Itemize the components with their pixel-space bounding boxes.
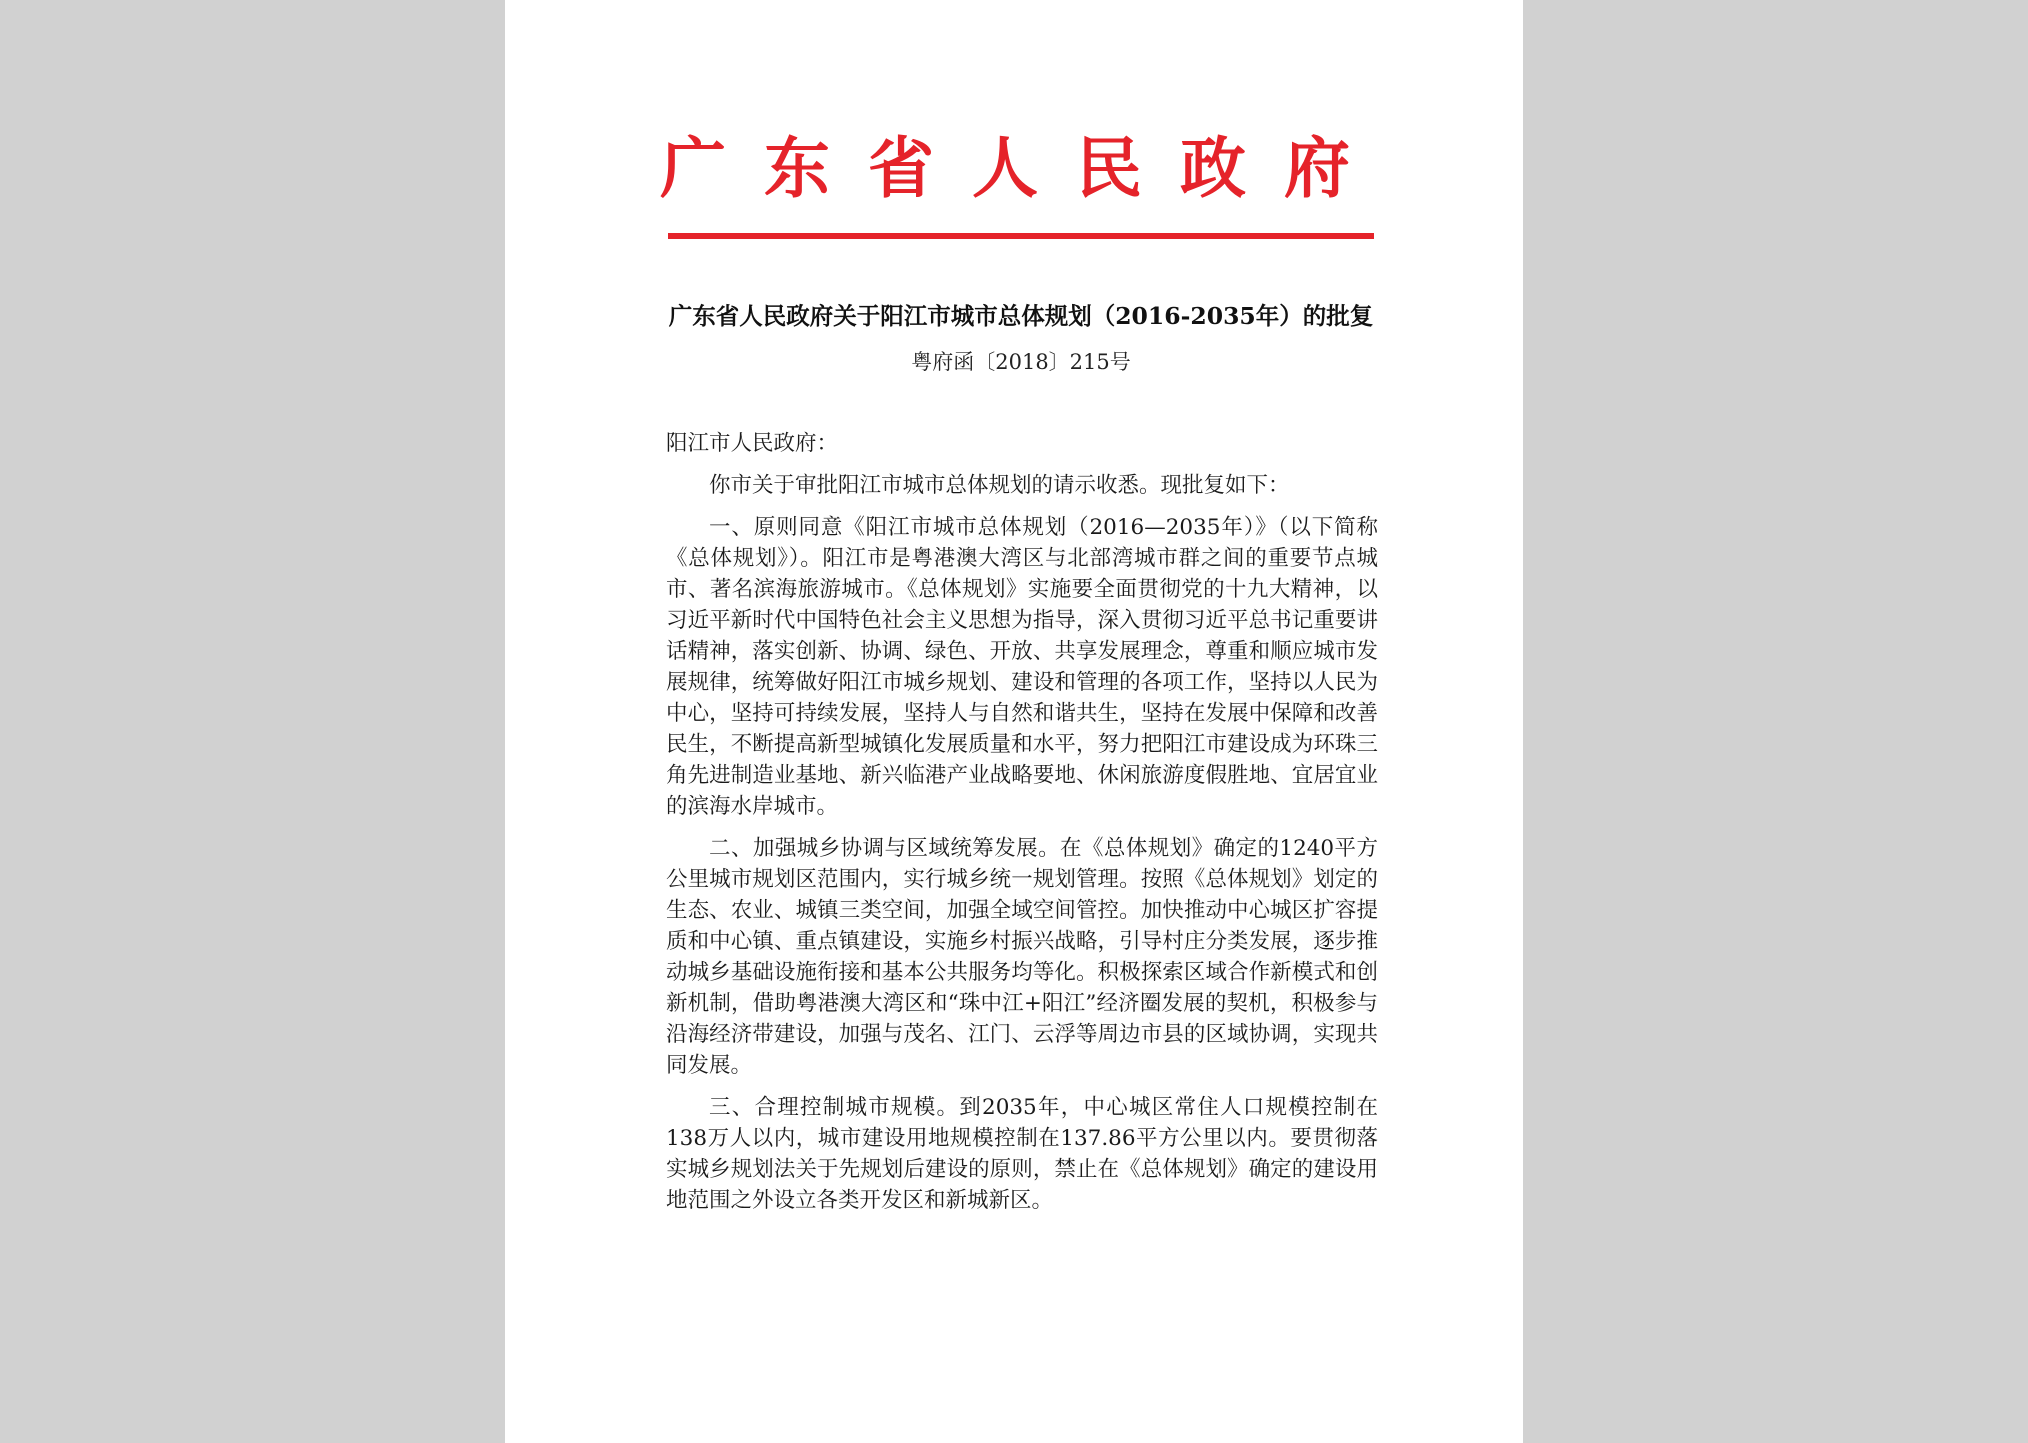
masthead-red-rule xyxy=(668,233,1374,239)
paragraph-1: 一、原则同意《阳江市城市总体规划（2016—2035年）》（以下简称《总体规划》）。阳江市是粤港澳大湾区与北部湾城市群之间的重要节点城市、著名滨海旅游城市。《总体规划》实施要全面贯彻党的十九大精神，以习近平新时代中国特色社会主义思想为指导，深入贯彻习近平总书记重要讲话精神，落实创新、协调、绿色、开放、共享发展理念，尊重和顺应城市发展规律，统筹做好阳江市城乡规划、建设和管理的各项工作，坚持以人民为中心，坚持可持续发展，坚持人与自然和谐共生，坚持在发展中保障和改善民生，不断提高新型城镇化发展质量和水平，努力把阳江市建设成为环珠三角先进制造业基地、新兴临港产业战略要地、休闲旅游度假胜地、宜居宜业的滨海水岸城市。 xyxy=(666,515,1378,819)
paragraph-2: 二、加强城乡协调与区域统筹发展。在《总体规划》确定的1240平方公里城市规划区范围内，实行城乡统一规划管理。按照《总体规划》划定的生态、农业、城镇三类空间，加强全域空间管控。加快推动中心城区扩容提质和中心镇、重点镇建设，实施乡村振兴战略，引导村庄分类发展，逐步推动城乡基础设施衔接和基本公共服务均等化。积极探索区域合作新模式和创新机制，借助粤港澳大湾区和“珠中江+阳江”经济圈发展的契机，积极参与沿海经济带建设，加强与茂名、江门、云浮等周边市县的区域协调，实现共同发展。 xyxy=(666,836,1378,1078)
document-number: 粤府函〔2018〕215号 xyxy=(911,350,1131,374)
paragraph-intro: 你市关于审批阳江市城市总体规划的请示收悉。现批复如下： xyxy=(709,473,1290,498)
paragraph-3: 三、合理控制城市规模。到2035年，中心城区常住人口规模控制在138万人以内，城市建设用地规模控制在137.86平方公里以内。要贯彻落实城乡规划法关于先规划后建设的原则，禁止在《总体规划》确定的建设用地范围之外设立各类开发区和新城新区。 xyxy=(666,1095,1378,1213)
document-title: 广东省人民政府关于阳江市城市总体规划（2016-2035年）的批复 xyxy=(668,302,1374,330)
document-body xyxy=(666,428,1378,1227)
addressee: 阳江市人民政府： xyxy=(666,431,839,456)
masthead-title: 广东省人民政府 xyxy=(660,129,1388,207)
document-page xyxy=(505,0,1523,1443)
